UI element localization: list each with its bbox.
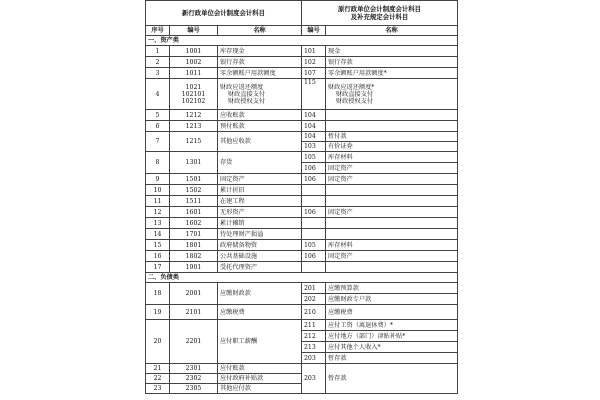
- col-seq-header: 序号: [146, 26, 170, 36]
- section-row-liabilities: [146, 273, 458, 283]
- row-old-code: 101: [302, 46, 326, 57]
- row-old-code: 106: [302, 207, 326, 218]
- row-old-code: 102: [302, 57, 326, 68]
- column-header-row: [146, 26, 458, 36]
- row-old-code: 203: [302, 353, 326, 364]
- col-old-name-header: 名称: [326, 26, 458, 36]
- row-seq: 18: [146, 283, 170, 305]
- row-old-name: 应缴税费: [326, 305, 458, 320]
- row-code: 1001: [170, 46, 218, 57]
- row-old-name-empty: [326, 229, 458, 240]
- row-name: 其他应付款: [218, 384, 302, 394]
- row-seq: 21: [146, 364, 170, 374]
- row-seq: 20: [146, 320, 170, 364]
- row-old-name: 应付其他个人收入*: [326, 342, 458, 353]
- row-seq: 2: [146, 57, 170, 68]
- row-code: 2101: [170, 305, 218, 320]
- row-name: 应收账款: [218, 110, 302, 121]
- new-system-title: 新行政单位会计制度会计科目: [146, 1, 302, 26]
- row-old-code: 104: [302, 132, 326, 142]
- row-old-name: 固定资产: [326, 174, 458, 185]
- row-seq: 12: [146, 207, 170, 218]
- row-code: 2301: [170, 364, 218, 374]
- row-code: 1213: [170, 121, 218, 132]
- row-seq: 17: [146, 262, 170, 273]
- row-old-name: 应缴财政专户款: [326, 294, 458, 305]
- row-name: 待处理财产损溢: [218, 229, 302, 240]
- row-seq: 9: [146, 174, 170, 185]
- row-seq: 19: [146, 305, 170, 320]
- table-row: [146, 251, 458, 262]
- row-old-code-empty: [302, 218, 326, 229]
- row-old-code: 103: [302, 142, 326, 152]
- row-seq: 14: [146, 229, 170, 240]
- row-old-name-empty: [326, 185, 458, 196]
- row-old-code-empty: [302, 196, 326, 207]
- row-code: 1802: [170, 251, 218, 262]
- row-seq: 1: [146, 46, 170, 57]
- row-name: 预付账款: [218, 121, 302, 132]
- row-old-code: 105: [302, 240, 326, 251]
- row-old-code: 104: [302, 121, 326, 132]
- row-name: 在建工程: [218, 196, 302, 207]
- row-code-line: 102102: [181, 97, 206, 105]
- old-system-title-line2: 及补充规定会计科目: [350, 13, 409, 21]
- row-old-name-line: 财政直接支付: [336, 90, 374, 98]
- row-old-name: 应缴预算款: [326, 283, 458, 294]
- row-old-name: 零余额账户用款额度*: [326, 68, 458, 79]
- table-row: [146, 320, 458, 331]
- old-system-title: [302, 1, 458, 26]
- row-old-name-line: 财政应返还额度*: [328, 83, 375, 91]
- table-row: [146, 46, 458, 57]
- row-old-code-empty: [302, 262, 326, 273]
- section-liabilities-label: 二、负债类: [146, 273, 458, 283]
- row-old-name: 银行存款: [326, 57, 458, 68]
- row-old-code: 213: [302, 342, 326, 353]
- col-name-header: 名称: [218, 26, 302, 36]
- row-name-multiline: [218, 79, 302, 110]
- row-old-name: 有价证券: [326, 142, 458, 152]
- section-row-assets: [146, 36, 458, 46]
- row-old-code: 201: [302, 283, 326, 294]
- table-row: [146, 121, 458, 132]
- table-row: [146, 240, 458, 251]
- row-name: 无形资产: [218, 207, 302, 218]
- table-row: [146, 283, 458, 294]
- table-row: [146, 174, 458, 185]
- row-seq: 5: [146, 110, 170, 121]
- accounting-subjects-table: [145, 0, 458, 394]
- row-name-line: 财政直接支付: [228, 90, 266, 98]
- old-system-title-line1: 原行政单位会计制度会计科目: [337, 5, 422, 13]
- row-old-name: 现金: [326, 46, 458, 57]
- table-row: [146, 196, 458, 207]
- row-old-code: 106: [302, 174, 326, 185]
- row-old-name: 暂付款: [326, 132, 458, 142]
- row-old-code: 106: [302, 251, 326, 262]
- row-old-name: 固定资产: [326, 207, 458, 218]
- row-name: 存货: [218, 152, 302, 174]
- row-code: 1502: [170, 185, 218, 196]
- row-code: 1602: [170, 218, 218, 229]
- row-code: 1511: [170, 196, 218, 207]
- row-code: 1501: [170, 174, 218, 185]
- row-name: 应缴税费: [218, 305, 302, 320]
- row-old-code-empty: [302, 185, 326, 196]
- row-name: 应付账款: [218, 364, 302, 374]
- row-old-name: 固定资产: [326, 251, 458, 262]
- row-name: 累计折旧: [218, 185, 302, 196]
- row-old-code: 105: [302, 152, 326, 163]
- row-old-code: 115: [302, 79, 326, 110]
- table-row: [146, 79, 458, 110]
- row-code-multiline: [170, 79, 218, 110]
- row-old-name-empty: [326, 218, 458, 229]
- row-name: 公共基础设施: [218, 251, 302, 262]
- row-seq: 7: [146, 132, 170, 152]
- table-row: [146, 364, 458, 374]
- row-seq: 11: [146, 196, 170, 207]
- row-code: 1901: [170, 262, 218, 273]
- row-code-line: 1021: [185, 83, 202, 91]
- row-name-line: 财政应返还额度: [220, 83, 264, 91]
- accounting-subjects-table-sheet: [145, 0, 457, 400]
- row-name: 固定资产: [218, 174, 302, 185]
- row-old-name-empty: [326, 262, 458, 273]
- row-old-code: 107: [302, 68, 326, 79]
- table-row: [146, 132, 458, 142]
- row-code: 2001: [170, 283, 218, 305]
- row-old-name: 暂存款: [326, 364, 458, 394]
- row-name: 应付职工薪酬: [218, 320, 302, 364]
- table-row: [146, 218, 458, 229]
- row-code: 1301: [170, 152, 218, 174]
- row-old-name-multiline: [326, 79, 458, 110]
- table-row: [146, 57, 458, 68]
- row-seq: 23: [146, 384, 170, 394]
- col-code-header: 编号: [170, 26, 218, 36]
- row-old-name: 应付地方（部门）津贴补贴*: [326, 331, 458, 342]
- row-code: 1701: [170, 229, 218, 240]
- row-old-code: 104: [302, 110, 326, 121]
- row-old-name: 库存材料: [326, 240, 458, 251]
- row-code-line: 102101: [181, 90, 206, 98]
- row-seq: 22: [146, 374, 170, 384]
- row-code: 1002: [170, 57, 218, 68]
- row-old-name-empty: [326, 196, 458, 207]
- table-row: [146, 207, 458, 218]
- row-name: 库存现金: [218, 46, 302, 57]
- table-row: [146, 152, 458, 163]
- table-row: [146, 229, 458, 240]
- row-seq: 3: [146, 68, 170, 79]
- row-code: 2305: [170, 384, 218, 394]
- row-seq: 15: [146, 240, 170, 251]
- row-old-code: 210: [302, 305, 326, 320]
- row-code: 1011: [170, 68, 218, 79]
- row-name: 其他应收款: [218, 132, 302, 152]
- table-row: [146, 262, 458, 273]
- row-code: 2302: [170, 374, 218, 384]
- section-assets-label: 一、资产类: [146, 36, 458, 46]
- table-row: [146, 305, 458, 320]
- row-code: 1601: [170, 207, 218, 218]
- row-old-code: 203: [302, 364, 326, 394]
- row-old-name: 暂存款: [326, 353, 458, 364]
- row-seq: 6: [146, 121, 170, 132]
- row-old-name: 应付工资（离退休费）*: [326, 320, 458, 331]
- row-old-name: [326, 110, 458, 121]
- row-old-name: 库存材料: [326, 152, 458, 163]
- row-name: 银行存款: [218, 57, 302, 68]
- row-old-name: 固定资产: [326, 163, 458, 174]
- row-old-name: [326, 121, 458, 132]
- row-old-code-empty: [302, 229, 326, 240]
- row-seq: 8: [146, 152, 170, 174]
- row-name: 零余额账户用款额度: [218, 68, 302, 79]
- row-seq: 10: [146, 185, 170, 196]
- row-old-code: 106: [302, 163, 326, 174]
- row-seq: 13: [146, 218, 170, 229]
- row-name: 政府储备物资: [218, 240, 302, 251]
- row-old-code: 211: [302, 320, 326, 331]
- row-name: 累计摊销: [218, 218, 302, 229]
- row-seq: 16: [146, 251, 170, 262]
- row-name: 应缴财政款: [218, 283, 302, 305]
- row-code: 1801: [170, 240, 218, 251]
- table-row: [146, 110, 458, 121]
- row-name-line: 财政授权支付: [228, 97, 266, 105]
- row-code: 2201: [170, 320, 218, 364]
- row-old-name-line: 财政授权支付: [336, 97, 374, 105]
- table-row: [146, 185, 458, 196]
- row-old-code: 202: [302, 294, 326, 305]
- row-code: 1212: [170, 110, 218, 121]
- row-name: 受托代理资产: [218, 262, 302, 273]
- col-old-code-header: 编号: [302, 26, 326, 36]
- row-old-code: 212: [302, 331, 326, 342]
- row-code: 1215: [170, 132, 218, 152]
- row-seq: 4: [146, 79, 170, 110]
- row-name: 应付政府补贴款: [218, 374, 302, 384]
- table-row: [146, 68, 458, 79]
- title-row: [146, 1, 458, 26]
